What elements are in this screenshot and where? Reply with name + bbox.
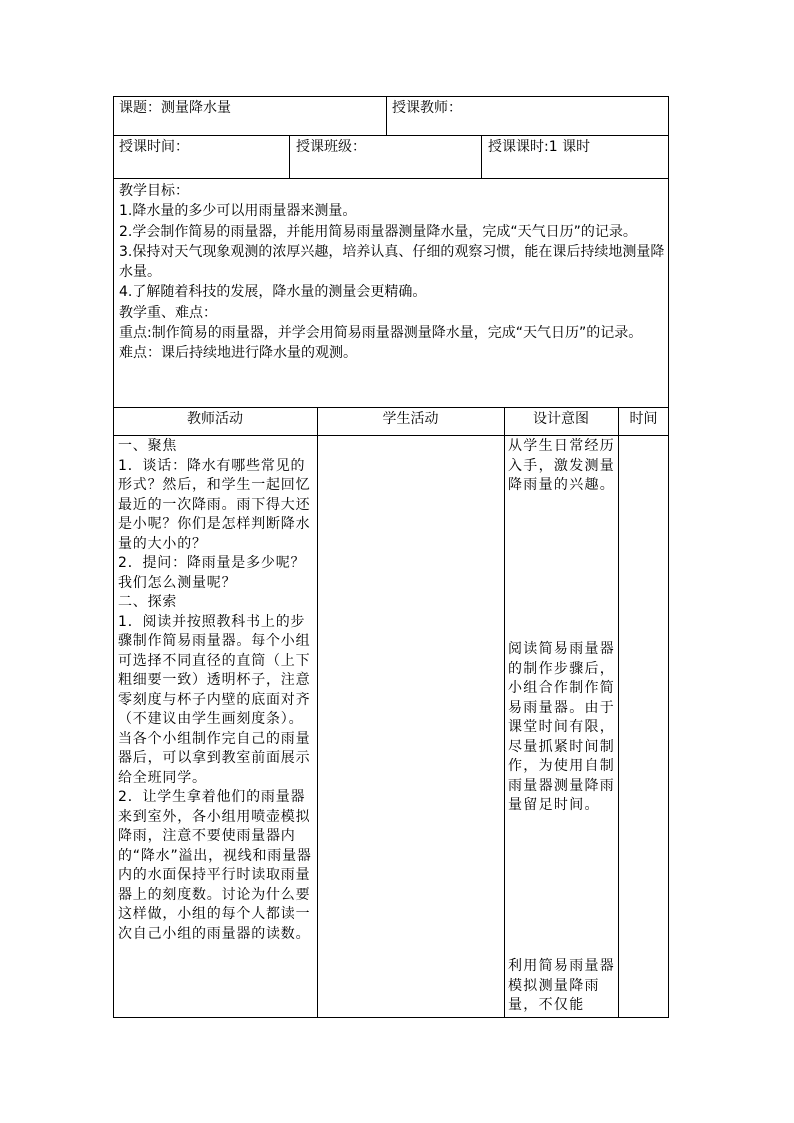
time-cell: 授课时间： bbox=[119, 139, 189, 155]
intent-paragraph: 利用简易雨量器模拟测量降雨量，不仅能 bbox=[508, 958, 616, 1013]
design-intent-cell bbox=[508, 437, 616, 496]
col-divider-body-1 bbox=[317, 407, 318, 1018]
hours-cell: 授课课时:1 课时 bbox=[488, 139, 591, 155]
intent-paragraph: 阅读简易雨量器的制作步骤后，小组合作制作简易雨量器。由于课堂时间有限，尽量抓紧时间制作，为使用自制雨量器测量降雨量留足时间。 bbox=[508, 641, 616, 813]
objective-item: 4.了解随着科技的发展，降水量的测量会更精确。 bbox=[119, 284, 427, 301]
row-divider-2 bbox=[113, 178, 669, 179]
intent-paragraph: 从学生日常经历入手，激发测量降雨量的兴趣。 bbox=[508, 438, 616, 493]
col-divider-header-1 bbox=[386, 96, 387, 135]
design-intent-cell-2 bbox=[508, 640, 616, 816]
column-header-design-intent: 设计意图 bbox=[533, 411, 589, 427]
topic-cell: 课题：测量降水量 bbox=[119, 100, 231, 116]
design-intent-cell-3 bbox=[508, 957, 616, 1016]
objective-item: 1.降水量的多少可以用雨量器来测量。 bbox=[119, 203, 357, 220]
keypoints-heading: 教学重、难点： bbox=[119, 304, 217, 321]
col-divider-body-3 bbox=[618, 407, 619, 1018]
section-heading: 二、探索 bbox=[118, 594, 178, 610]
keypoint-item: 重点:制作简易的雨量器，并学会用简易雨量器测量降水量，完成“天气日历”的记录。 bbox=[119, 325, 643, 342]
row-divider-1 bbox=[113, 135, 669, 136]
column-header-teacher-activity: 教师活动 bbox=[187, 411, 243, 427]
activity-paragraph: 2．让学生拿着他们的雨量器来到室外，各小组用喷壶模拟降雨，注意不要使雨量器内的“降水”溢出，视线和雨量器内的水面保持平行时读取雨量器上的刻度数。讨论为什么要这样做，小组的每个人都读一次自己小组的雨量器的读数。 bbox=[118, 789, 312, 942]
col-divider-body-2 bbox=[504, 407, 505, 1018]
column-header-time: 时间 bbox=[629, 411, 658, 427]
objective-item: 2.学会制作简易的雨量器，并能用简易雨量器测量降水量，完成“天气日历”的记录。 bbox=[119, 223, 637, 240]
objectives-block bbox=[119, 181, 665, 364]
col-divider-header-2 bbox=[289, 135, 290, 178]
teacher-cell: 授课教师： bbox=[392, 100, 462, 116]
objective-item: 3.保持对天气现象观测的浓厚兴趣，培养认真、仔细的观察习惯，能在课后持续地测量降水量。 bbox=[119, 243, 665, 281]
row-divider-3 bbox=[113, 407, 669, 408]
teacher-activity-cell bbox=[118, 437, 314, 944]
col-divider-header-3 bbox=[481, 135, 482, 178]
objectives-heading: 教学目标： bbox=[119, 183, 189, 199]
class-cell: 授课班级： bbox=[296, 139, 366, 155]
activity-paragraph: 1．谈话：降水有哪些常见的形式？然后，和学生一起回忆最近的一次降雨。雨下得大还是小呢？你们是怎样判断降水量的大小的？ bbox=[118, 457, 311, 552]
column-header-student-activity: 学生活动 bbox=[382, 411, 439, 427]
difficulty-item: 难点：课后持续地进行降水量的观测。 bbox=[119, 345, 357, 362]
row-divider-4 bbox=[113, 435, 669, 436]
activity-paragraph: 2．提问：降雨量是多少呢？我们怎么测量呢？ bbox=[118, 555, 306, 591]
activity-paragraph: 1．阅读并按照教科书上的步骤制作简易雨量器。每个小组可选择不同直径的直筒（上下粗细要一致）透明杯子，注意零刻度与杯子内壁的底面对齐（不建议由学生画刻度条）。当各个小组制作完自己的雨量器后，可以拿到教室前面展示给全班同学。 bbox=[118, 613, 311, 786]
section-heading: 一、聚焦 bbox=[118, 438, 178, 454]
